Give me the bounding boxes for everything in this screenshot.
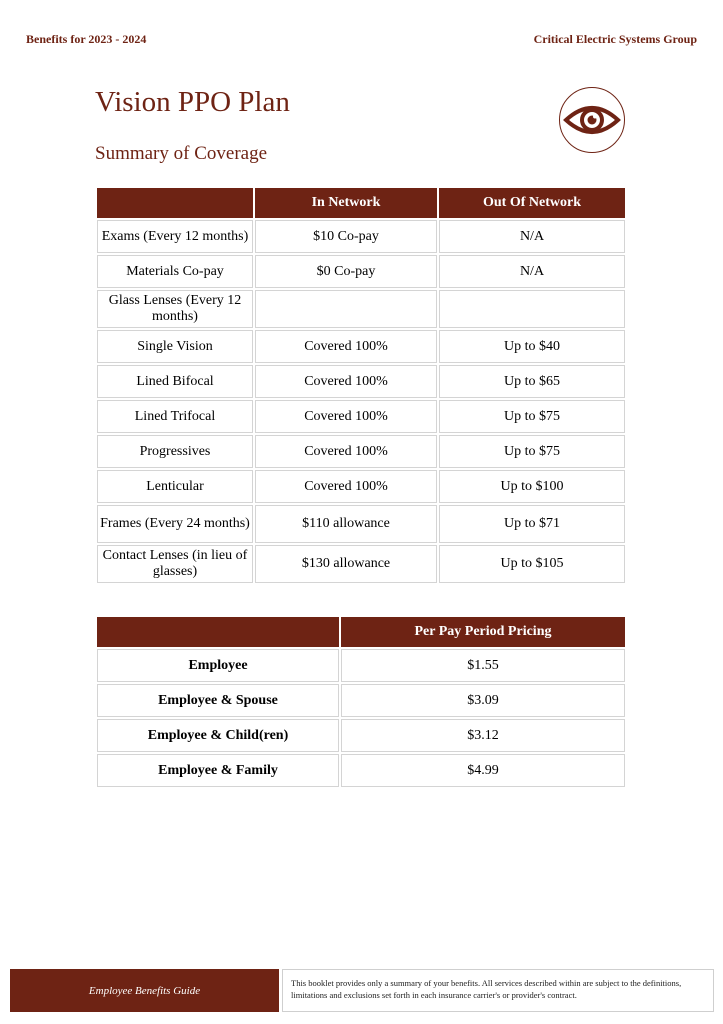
coverage-out-of-network: Up to $75: [439, 400, 625, 433]
eye-icon-badge: [559, 87, 625, 153]
coverage-in-network: [255, 290, 437, 328]
coverage-service: Materials Co-pay: [97, 255, 253, 288]
coverage-service: Progressives: [97, 435, 253, 468]
pricing-amount: $3.09: [341, 684, 625, 717]
page-title: Vision PPO Plan: [95, 86, 290, 118]
page-subtitle: Summary of Coverage: [95, 143, 268, 164]
coverage-out-of-network: Up to $105: [439, 545, 625, 583]
coverage-in-network: Covered 100%: [255, 330, 437, 363]
pricing-tier: Employee & Child(ren): [97, 719, 339, 752]
coverage-in-network: $0 Co-pay: [255, 255, 437, 288]
pricing-tier: Employee & Family: [97, 754, 339, 787]
coverage-in-network: Covered 100%: [255, 365, 437, 398]
table-row: [97, 649, 625, 682]
coverage-header-in-network: In Network: [255, 188, 437, 218]
coverage-service: Frames (Every 24 months): [97, 505, 253, 543]
table-row: [97, 290, 625, 328]
table-row: [97, 330, 625, 363]
header-benefits-year: Benefits for 2023 - 2024: [26, 32, 147, 46]
table-row: [97, 365, 625, 398]
coverage-out-of-network: Up to $40: [439, 330, 625, 363]
table-row: [97, 470, 625, 503]
footer-guide-label: Employee Benefits Guide: [10, 969, 279, 1012]
coverage-out-of-network: N/A: [439, 255, 625, 288]
eye-icon: [563, 103, 621, 137]
table-row: [97, 545, 625, 583]
coverage-out-of-network: Up to $75: [439, 435, 625, 468]
pricing-amount: $3.12: [341, 719, 625, 752]
coverage-service: Lined Bifocal: [97, 365, 253, 398]
coverage-header-blank: [97, 188, 253, 218]
coverage-service: Glass Lenses (Every 12 months): [97, 290, 253, 328]
coverage-out-of-network: [439, 290, 625, 328]
coverage-service: Lined Trifocal: [97, 400, 253, 433]
coverage-header-out-of-network: Out Of Network: [439, 188, 625, 218]
coverage-table: [95, 186, 627, 585]
pricing-amount: $1.55: [341, 649, 625, 682]
coverage-in-network: $110 allowance: [255, 505, 437, 543]
table-row: [97, 719, 625, 752]
pricing-tier: Employee & Spouse: [97, 684, 339, 717]
header-company-name: Critical Electric Systems Group: [533, 32, 697, 46]
coverage-service: Contact Lenses (in lieu of glasses): [97, 545, 253, 583]
coverage-in-network: Covered 100%: [255, 470, 437, 503]
table-row: [97, 435, 625, 468]
coverage-in-network: $10 Co-pay: [255, 220, 437, 253]
coverage-out-of-network: Up to $100: [439, 470, 625, 503]
pricing-amount: $4.99: [341, 754, 625, 787]
coverage-out-of-network: Up to $71: [439, 505, 625, 543]
pricing-header-per-pay-period: Per Pay Period Pricing: [341, 617, 625, 647]
coverage-header-row: [97, 188, 625, 218]
coverage-out-of-network: N/A: [439, 220, 625, 253]
table-row: [97, 505, 625, 543]
coverage-service: Single Vision: [97, 330, 253, 363]
table-row: [97, 684, 625, 717]
table-row: [97, 220, 625, 253]
table-row: [97, 754, 625, 787]
pricing-header-row: [97, 617, 625, 647]
coverage-in-network: $130 allowance: [255, 545, 437, 583]
pricing-header-blank: [97, 617, 339, 647]
table-row: [97, 400, 625, 433]
coverage-out-of-network: Up to $65: [439, 365, 625, 398]
pricing-tier: Employee: [97, 649, 339, 682]
table-row: [97, 255, 625, 288]
coverage-service: Exams (Every 12 months): [97, 220, 253, 253]
footer-disclaimer: This booklet provides only a summary of your benefits. All services described within are subject to the definitions, limitations and exclusions set forth in each insurance carrier's or provider's contract.: [282, 969, 714, 1012]
pricing-table: [95, 615, 627, 789]
coverage-in-network: Covered 100%: [255, 435, 437, 468]
coverage-in-network: Covered 100%: [255, 400, 437, 433]
coverage-service: Lenticular: [97, 470, 253, 503]
